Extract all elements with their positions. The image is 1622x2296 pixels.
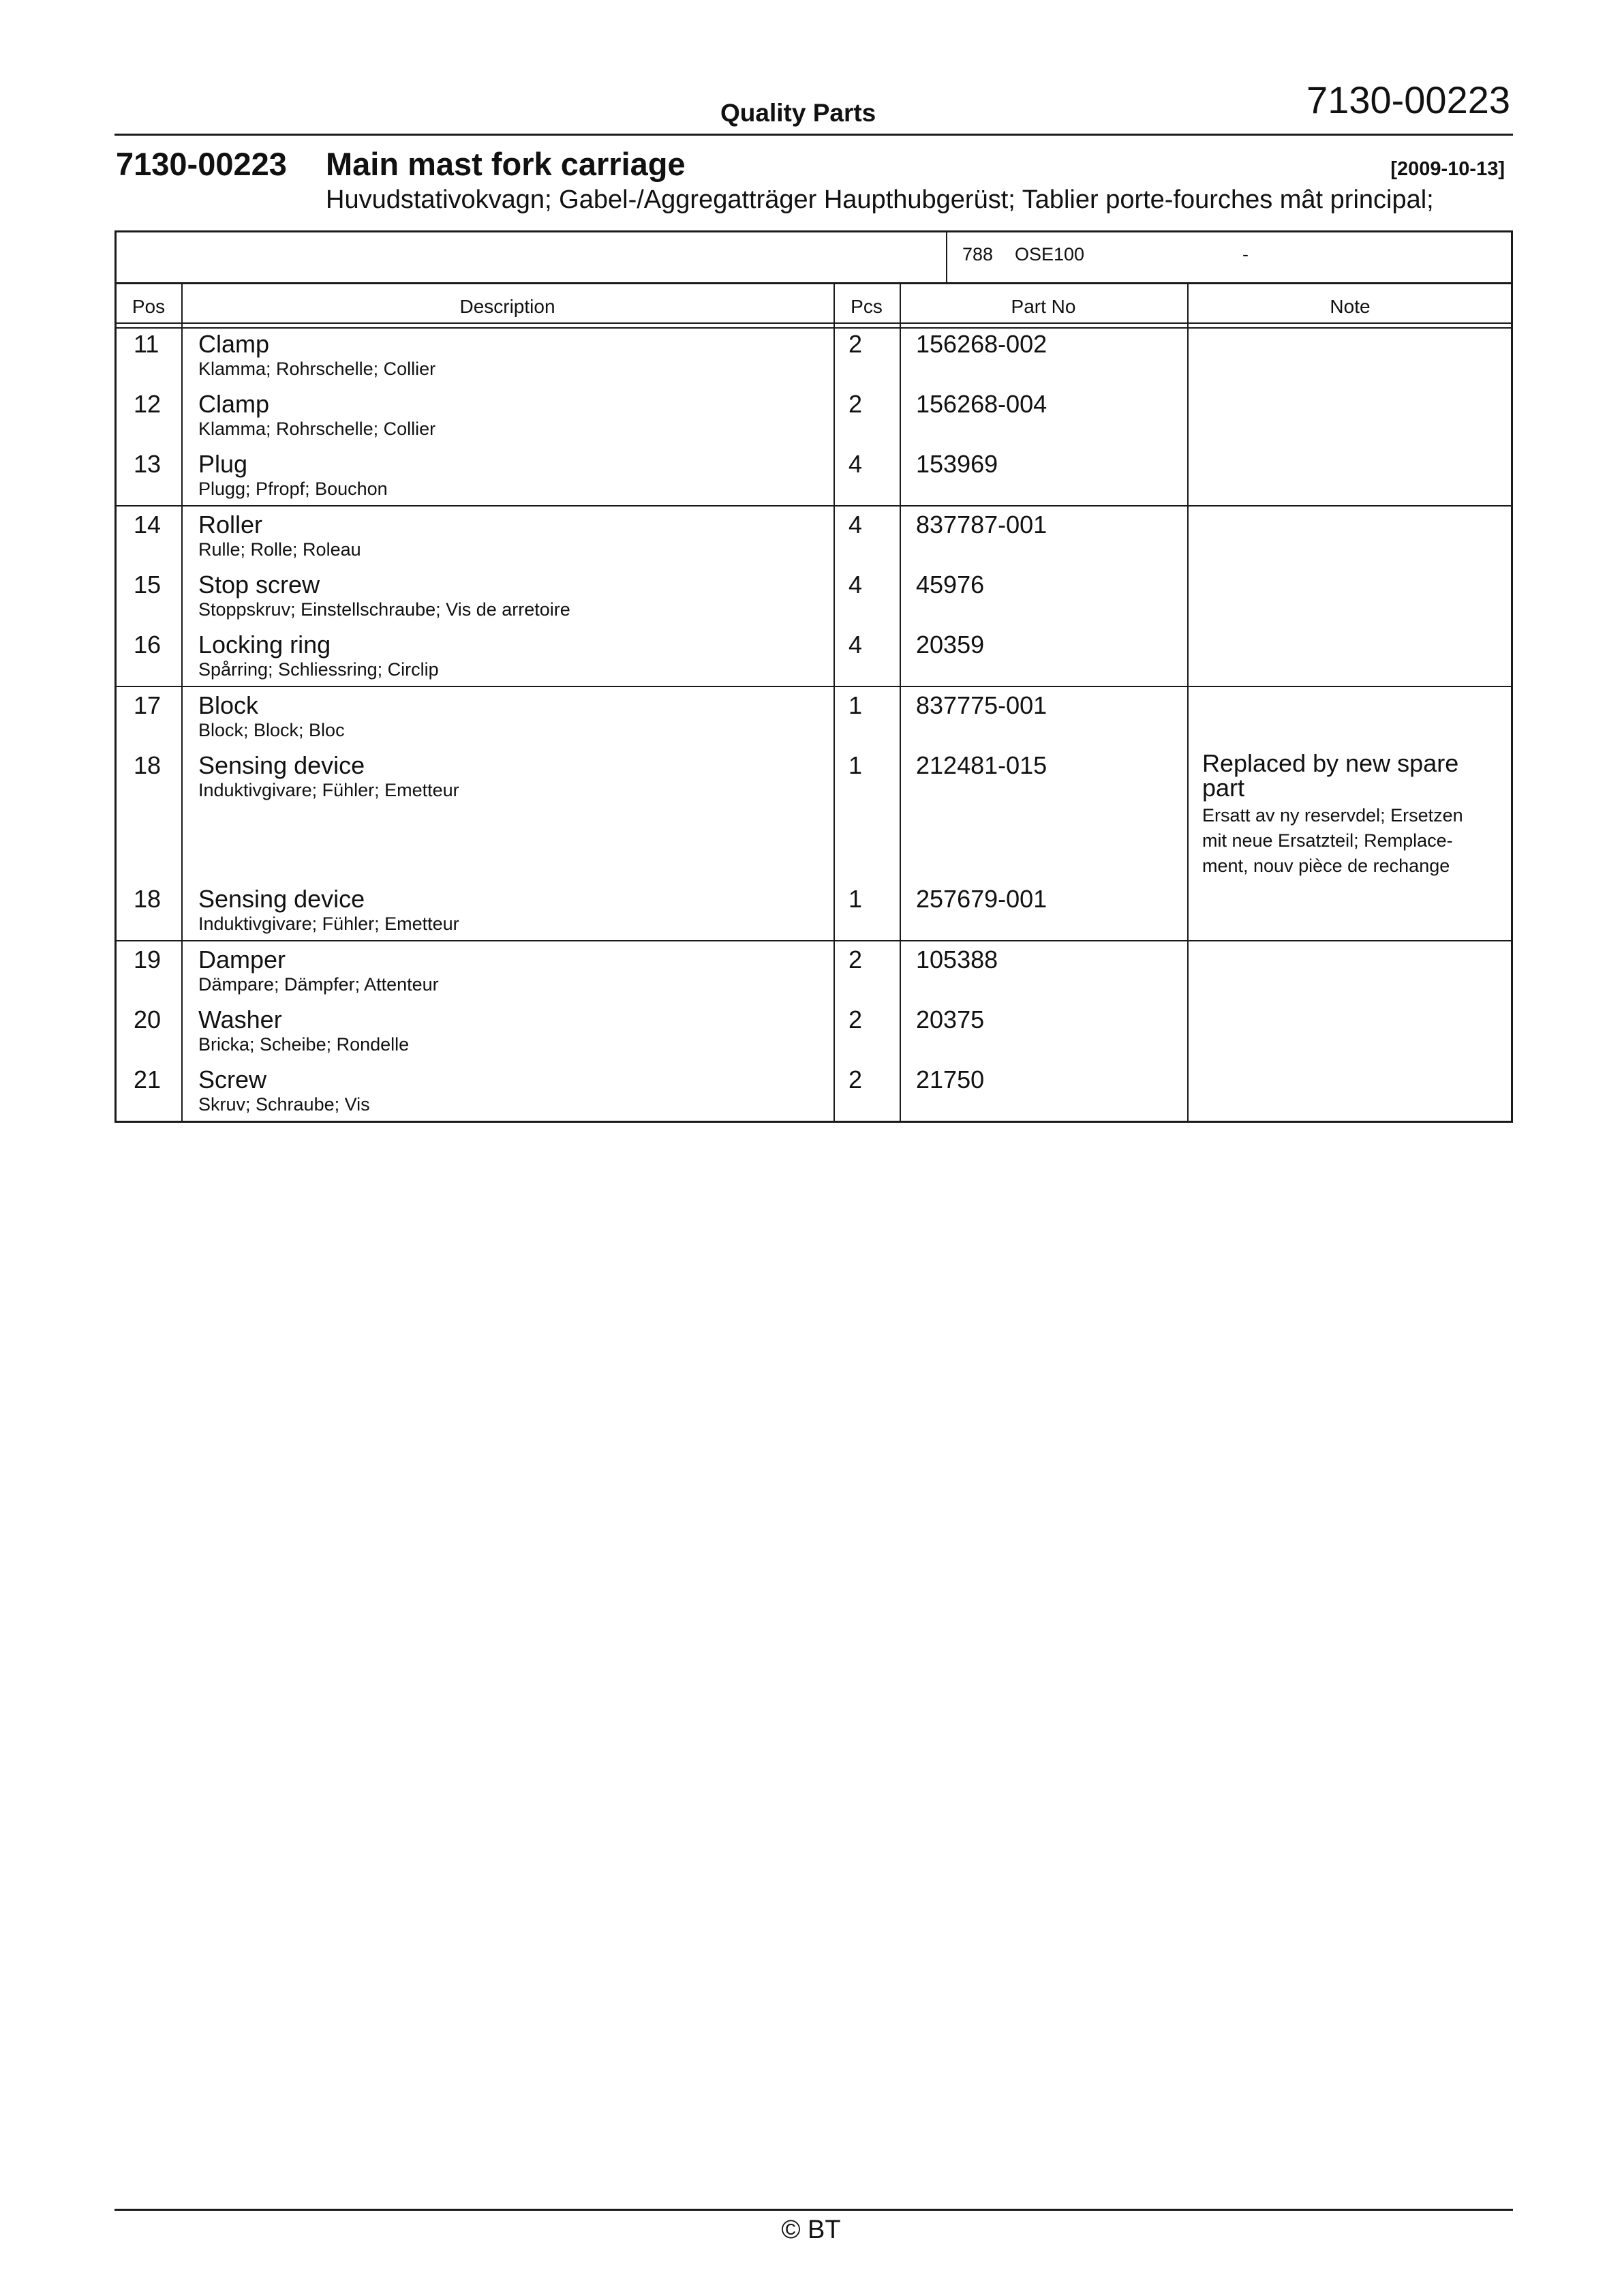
row-part-no: 153969 [916, 450, 998, 478]
row-translations: Skruv; Schraube; Vis [198, 1094, 370, 1115]
row-part-no: 105388 [916, 946, 998, 973]
row-translations: Bricka; Scheibe; Rondelle [198, 1034, 410, 1055]
row-part-no: 45976 [916, 571, 985, 599]
row-part-no: 20359 [916, 631, 985, 659]
info-range: - [1242, 244, 1249, 265]
row-pos: 11 [134, 330, 159, 358]
header-title: Quality Parts [720, 99, 876, 127]
row-pcs: 2 [848, 1066, 863, 1093]
row-pcs: 2 [848, 390, 863, 418]
row-pcs: 1 [848, 751, 863, 779]
row-pcs: 1 [848, 691, 863, 719]
row-description: Clamp [198, 390, 270, 418]
row-pcs: 4 [848, 631, 863, 659]
row-translations: Block; Block; Bloc [198, 720, 345, 740]
row-description: Damper [198, 946, 286, 973]
table-row [114, 885, 1513, 945]
row-translations: Induktivgivare; Fühler; Emetteur [198, 913, 459, 934]
row-translations: Rulle; Rolle; Roleau [198, 539, 361, 560]
row-pos: 21 [134, 1066, 162, 1093]
row-translations: Klamma; Rohrschelle; Collier [198, 359, 436, 379]
column-header-divider-inner [114, 327, 1513, 329]
row-pcs: 4 [848, 571, 863, 599]
row-pcs: 2 [848, 1006, 863, 1033]
row-pcs: 2 [848, 330, 863, 358]
table-row [114, 946, 1513, 1006]
table-row [114, 1006, 1513, 1066]
row-description: Roller [198, 511, 263, 539]
row-part-no: 156268-002 [916, 330, 1047, 358]
row-note: Replaced by new spare part [1202, 749, 1459, 802]
info-cell-divider [946, 230, 947, 284]
section-date: [2009-10-13] [1390, 158, 1505, 180]
row-description: Screw [198, 1066, 267, 1093]
row-pos: 12 [134, 390, 162, 418]
table-row [114, 330, 1513, 390]
row-translations: Dämpare; Dämpfer; Attenteur [198, 974, 439, 995]
row-translations: Klamma; Rohrschelle; Collier [198, 419, 436, 439]
row-description: Sensing device [198, 751, 365, 779]
info-model: OSE100 [1015, 244, 1085, 265]
table-row [114, 390, 1513, 450]
row-part-no: 257679-001 [916, 885, 1047, 913]
table-row [114, 450, 1513, 510]
table-row [114, 571, 1513, 631]
row-description: Block [198, 691, 259, 719]
row-pos: 16 [134, 631, 162, 659]
column-header-note: Note [1330, 296, 1371, 317]
header-divider [114, 134, 1513, 136]
row-part-no: 21750 [916, 1066, 985, 1093]
row-pos: 17 [134, 691, 162, 719]
row-part-no: 837787-001 [916, 511, 1047, 539]
row-pos: 13 [134, 450, 162, 478]
row-description: Washer [198, 1006, 282, 1033]
column-header-pos: Pos [132, 296, 166, 317]
section-title: Main mast fork carriage [326, 146, 686, 182]
row-description: Clamp [198, 330, 270, 358]
row-pcs: 4 [848, 511, 863, 539]
row-pos: 15 [134, 571, 162, 599]
row-pcs: 1 [848, 885, 863, 913]
column-header-pcs: Pcs [851, 296, 883, 317]
row-part-no: 156268-004 [916, 390, 1047, 418]
table-row [114, 511, 1513, 571]
row-note-translations: Ersatt av ny reservdel; Ersetzen mit neue Ersatzteil; Remplace-ment, nouv pièce de rechange [1202, 805, 1463, 876]
section-subtitle: Huvudstativokvagn; Gabel-/Aggregatträger Haupthubgerüst; Tablier porte-fourches mât principal; [326, 185, 1434, 214]
section-code: 7130-00223 [116, 146, 287, 182]
column-header-divider [114, 322, 1513, 324]
row-description: Stop screw [198, 571, 320, 599]
table-row [114, 751, 1513, 885]
row-description: Plug [198, 450, 248, 478]
row-part-no: 212481-015 [916, 751, 1047, 779]
row-pos: 14 [134, 511, 162, 539]
row-pos: 19 [134, 946, 162, 973]
row-pos: 20 [134, 1006, 162, 1033]
copyright: © BT [781, 2216, 841, 2244]
column-header-description: Description [459, 296, 555, 317]
row-pcs: 4 [848, 450, 863, 478]
row-translations: Plugg; Pfropf; Bouchon [198, 479, 388, 499]
row-description: Sensing device [198, 885, 365, 913]
info-model-number: 788 [962, 244, 994, 265]
table-row [114, 691, 1513, 751]
row-translations: Stoppskruv; Einstellschraube; Vis de arretoire [198, 599, 570, 620]
row-pos: 18 [134, 885, 162, 913]
row-translations: Induktivgivare; Fühler; Emetteur [198, 780, 459, 800]
row-pcs: 2 [848, 946, 863, 973]
column-header-part-no: Part No [1011, 296, 1076, 317]
table-row [114, 1066, 1513, 1126]
row-pos: 18 [134, 751, 162, 779]
info-row-divider [114, 282, 1513, 284]
document-number: 7130-00223 [1306, 78, 1510, 121]
row-part-no: 20375 [916, 1006, 985, 1033]
row-translations: Spårring; Schliessring; Circlip [198, 659, 439, 680]
row-part-no: 837775-001 [916, 691, 1047, 719]
footer-divider [114, 2209, 1513, 2211]
table-row [114, 631, 1513, 691]
row-description: Locking ring [198, 631, 331, 659]
